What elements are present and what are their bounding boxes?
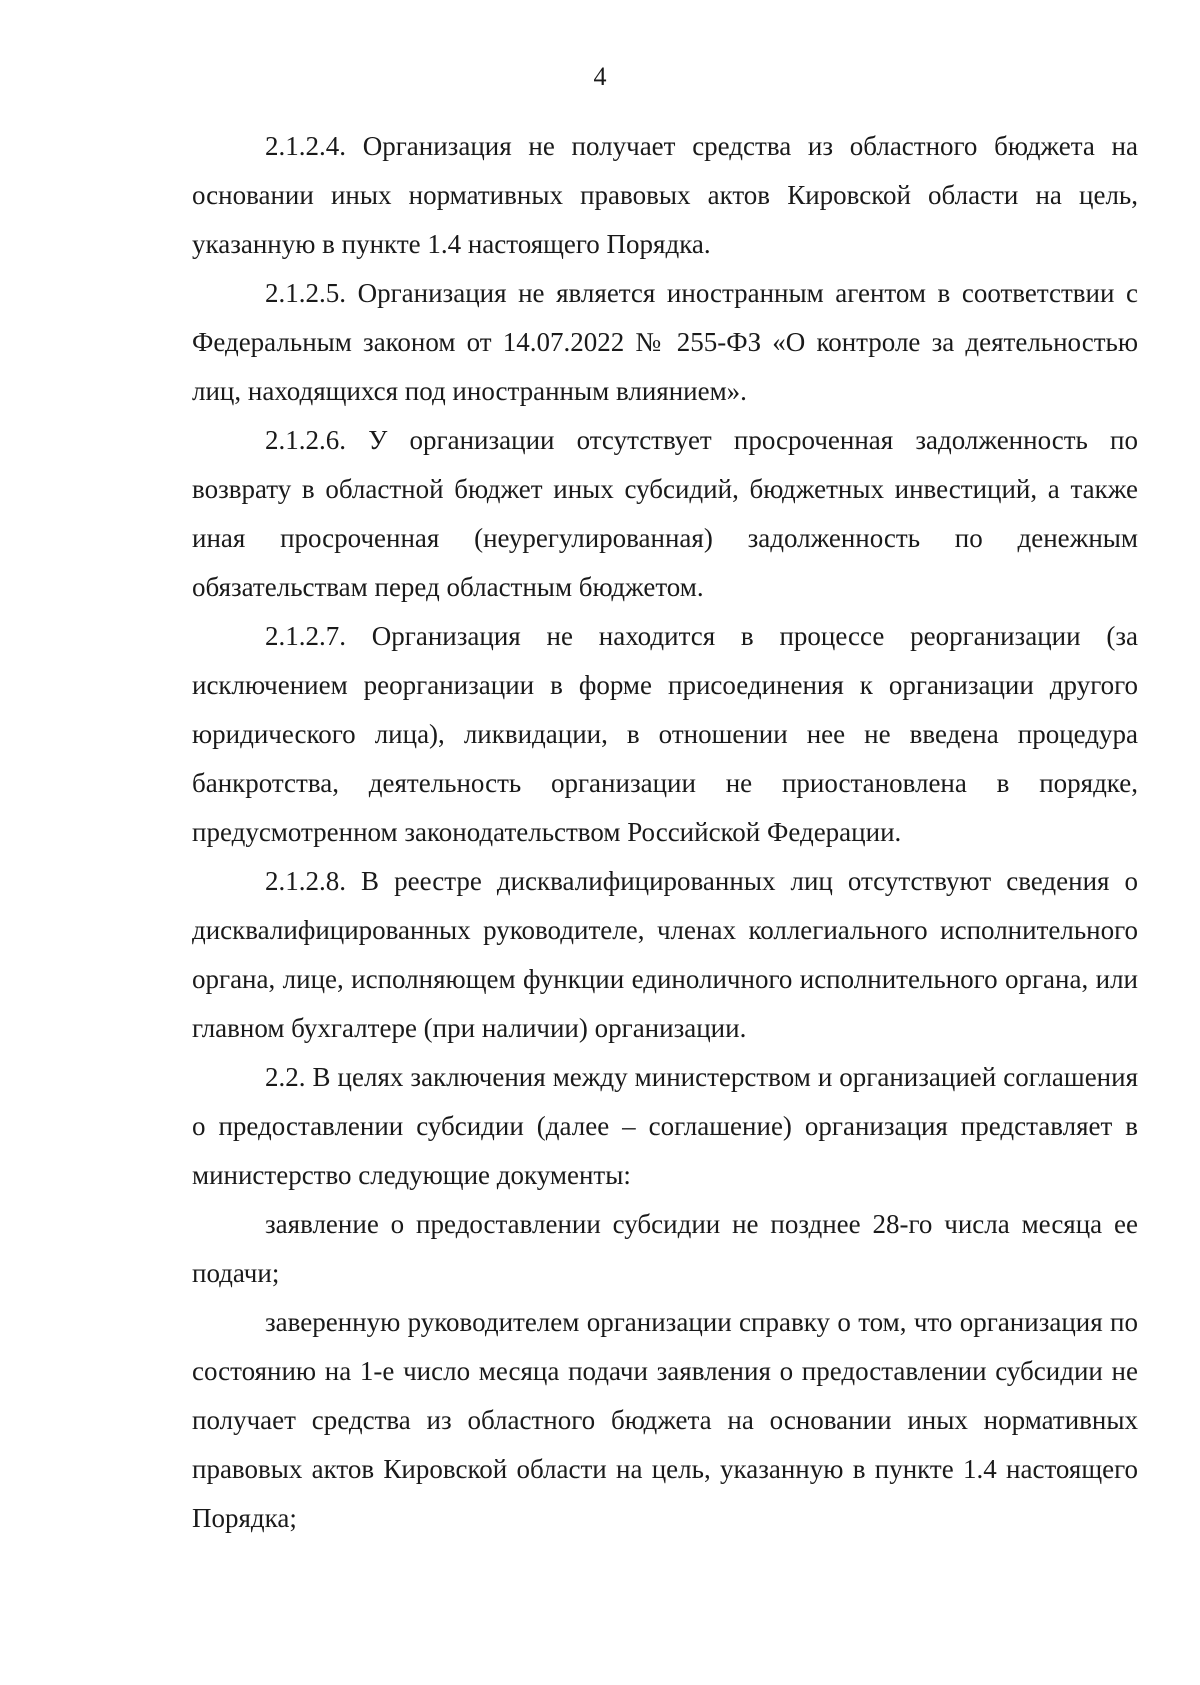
paragraph-2-1-2-7: 2.1.2.7. Организация не находится в процессе реорганизации (за исключением реорганизации в форме присоединения к организации другого юридического лица), ликвидации, в отношении нее не введена процедура банкротства, деятельность организации не приостановлена в порядке, предусмотренном законодательством Российской Федерации. [192,621,1138,847]
paragraph-2-1-2-8: 2.1.2.8. В реестре дисквалифицированных лиц отсутствуют сведения о дисквалифицированных руководителе, членах коллегиального исполнительного органа, лице, исполняющем функции единоличного исполнительного органа, или главном бухгалтере (при наличии) организации. [192,866,1138,1043]
paragraph-2-2: 2.2. В целях заключения между министерством и организацией соглашения о предоставлении субсидии (далее – соглашение) организация представляет в министерство следующие документы: [192,1062,1138,1190]
paragraph-certificate: заверенную руководителем организации справку о том, что организация по состоянию на 1-е число месяца подачи заявления о предоставлении субсидии не получает средства из областного бюджета на основании иных нормативных правовых актов Кировской области на цель, указанную в пункте 1.4 настоящего Порядка; [192,1307,1138,1533]
document-body [192,122,1138,1543]
paragraph-2-1-2-4: 2.1.2.4. Организация не получает средства из областного бюджета на основании иных нормативных правовых актов Кировской области на цель, указанную в пункте 1.4 настоящего Порядка. [192,131,1138,259]
paragraph-application: заявление о предоставлении субсидии не позднее 28-го числа месяца ее подачи; [192,1209,1138,1288]
paragraph-2-1-2-6: 2.1.2.6. У организации отсутствует просроченная задолженность по возврату в областной бюджет иных субсидий, бюджетных инвестиций, а также иная просроченная (неурегулированная) задолженность по денежным обязательствам перед областным бюджетом. [192,425,1138,602]
paragraph-2-1-2-5: 2.1.2.5. Организация не является иностранным агентом в соответствии с Федеральным законом от 14.07.2022 № 255-ФЗ «О контроле за деятельностью лиц, находящихся под иностранным влиянием». [192,278,1138,406]
page-number: 4 [593,62,607,91]
